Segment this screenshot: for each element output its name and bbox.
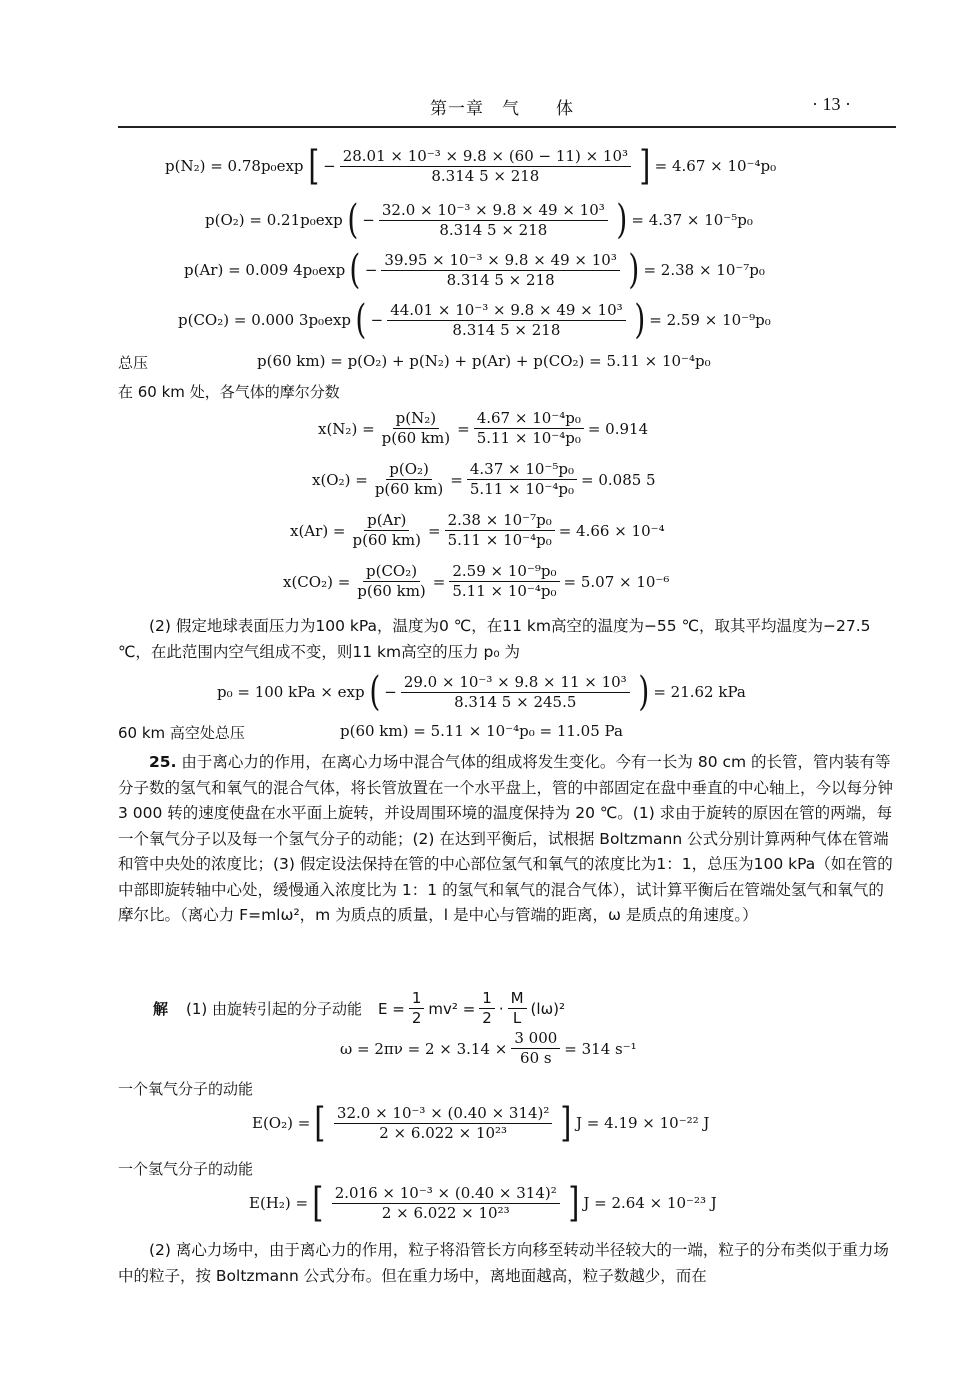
paren-left: ( [349, 247, 361, 293]
fraction-2 [474, 410, 584, 447]
denominator: 2 [482, 1009, 492, 1027]
eq-lhs: E(H₂) = [249, 1194, 309, 1212]
total-pressure-label: 总压 [118, 354, 149, 372]
denominator: p(60 km) [352, 531, 421, 549]
fraction [332, 1185, 560, 1222]
numerator: 32.0 × 10⁻³ × 9.8 × 49 × 10³ [379, 202, 608, 221]
denominator: 8.314 5 × 218 [446, 270, 555, 289]
equals-sign: = [450, 470, 463, 489]
numerator: 1 [479, 990, 495, 1009]
numerator: 39.95 × 10⁻³ × 9.8 × 49 × 10³ [381, 252, 619, 271]
fraction-1 [354, 563, 428, 600]
eq-rhs: = 4.67 × 10⁻⁴p₀ [654, 157, 777, 175]
omega-rhs: = 314 s⁻¹ [564, 1039, 637, 1058]
part2-paragraph: (2) 假定地球表面压力为100 kPa，温度为0 ℃，在11 km高空的温度为−55 ℃，取其平均温度为−27.5 ℃，在此范围内空气组成不变，则11 km高空的压力 p₀ 为 [118, 617, 871, 661]
page-number: · 13 · [812, 94, 851, 114]
minus-sign: − [384, 683, 397, 701]
fraction [401, 674, 630, 711]
omega-equation [340, 1030, 637, 1067]
denominator: p(60 km) [381, 429, 451, 447]
numerator: 1 [409, 990, 425, 1009]
equation-xN2 [318, 410, 648, 447]
eq-rhs: = 0.914 [587, 419, 649, 438]
omega-lhs: ω = 2πν = 2 × 3.14 × [340, 1039, 508, 1058]
eq-lhs: x(N₂) = [318, 419, 375, 438]
fraction [387, 302, 625, 339]
eq-rhs: = 0.085 5 [581, 470, 656, 489]
numerator: 4.37 × 10⁻⁵p₀ [467, 461, 577, 480]
paren-left: ( [368, 669, 380, 715]
denominator: L [512, 1009, 522, 1027]
bracket-right: ] [639, 143, 651, 189]
fraction-2 [467, 461, 577, 498]
denominator: 8.314 5 × 218 [431, 166, 540, 185]
solution-part1-text: (1) 由旋转引起的分子动能 [186, 1000, 363, 1018]
denominator: 8.314 5 × 218 [452, 320, 561, 339]
equals-sign: = [457, 419, 470, 438]
eq-lhs: x(Ar) = [290, 521, 346, 540]
fraction [381, 252, 619, 289]
numerator: p(CO₂) [363, 563, 420, 582]
equation-pAr [184, 247, 765, 293]
problem-number: 25. [149, 753, 177, 771]
minus-sign: − [362, 211, 375, 229]
fraction [334, 1105, 552, 1142]
numerator: 29.0 × 10⁻³ × 9.8 × 11 × 10³ [401, 674, 630, 693]
paren-left: ( [347, 197, 358, 243]
bracket-right: ] [560, 1100, 572, 1146]
fraction [340, 148, 631, 185]
numerator: p(N₂) [393, 410, 439, 429]
header-rule [118, 126, 896, 128]
solution-energy-line [153, 990, 565, 1027]
eq-lhs: E(O₂) = [252, 1114, 311, 1132]
bracket-left: [ [312, 1180, 324, 1226]
energy-tail: (lω)² [530, 999, 565, 1018]
equation-xCO2 [283, 563, 669, 600]
numerator: 2.38 × 10⁻⁷p₀ [445, 512, 555, 531]
fraction [511, 1030, 560, 1067]
bracket-left: [ [314, 1100, 326, 1146]
equation-pCO2 [178, 297, 771, 343]
paren-left: ( [355, 297, 367, 343]
denominator: 2 × 6.022 × 10²³ [379, 1123, 508, 1142]
energy-mid: mv² = [428, 999, 476, 1018]
paren-right: ) [638, 669, 649, 715]
equation-xO2 [312, 461, 656, 498]
fraction-2 [445, 512, 555, 549]
fraction-M-over-L [508, 990, 527, 1027]
equation-pN2 [165, 143, 777, 189]
solution-label: 解 [153, 1000, 169, 1018]
denominator: p(60 km) [374, 480, 444, 498]
fraction-1 [350, 512, 424, 549]
paren-right: ) [616, 197, 628, 243]
numerator: 44.01 × 10⁻³ × 9.8 × 49 × 10³ [387, 302, 625, 321]
equals-sign: = [428, 521, 441, 540]
denominator: 5.11 × 10⁻⁴p₀ [447, 531, 552, 549]
total-60km-label: 60 km 高空处总压 [118, 724, 245, 742]
denominator: 8.314 5 × 218 [439, 220, 548, 239]
paren-right: ) [633, 297, 645, 343]
total-pressure-equation: p(60 km) = p(O₂) + p(N₂) + p(Ar) + p(CO₂) = 5.11 × 10⁻⁴p₀ [257, 352, 711, 370]
denominator: 5.11 × 10⁻⁴p₀ [476, 429, 581, 447]
bracket-left: [ [307, 143, 319, 189]
eq-rhs: J = 4.19 × 10⁻²² J [576, 1114, 710, 1132]
minus-sign: − [364, 261, 378, 279]
eq-rhs: = 4.66 × 10⁻⁴ [558, 521, 665, 540]
denominator: 8.314 5 × 245.5 [454, 692, 577, 711]
fraction-half [409, 990, 425, 1027]
dot-operator: · [498, 999, 504, 1018]
o2-energy-label: 一个氧气分子的动能 [118, 1080, 254, 1098]
chapter-title: 第一章 气 体 [430, 99, 574, 119]
denominator: p(60 km) [357, 582, 426, 600]
numerator: 2.016 × 10⁻³ × (0.40 × 314)² [332, 1185, 560, 1204]
eq-rhs: = 21.62 kPa [653, 683, 746, 701]
numerator: M [508, 990, 527, 1009]
eq-rhs: J = 2.64 × 10⁻²³ J [583, 1194, 717, 1212]
eq-lhs: p(O₂) = 0.21p₀exp [205, 211, 343, 229]
energy-lhs: E = [378, 999, 405, 1018]
total-60km-equation: p(60 km) = 5.11 × 10⁻⁴p₀ = 11.05 Pa [340, 722, 623, 740]
numerator: 3 000 [511, 1030, 560, 1049]
eq-lhs: p(Ar) = 0.009 4p₀exp [184, 261, 346, 279]
bracket-right: ] [568, 1180, 580, 1226]
fraction [379, 202, 608, 239]
numerator: p(Ar) [364, 512, 409, 531]
denominator: 5.11 × 10⁻⁴p₀ [469, 480, 575, 498]
problem-text: 由于离心力的作用，在离心力场中混合气体的组成将发生变化。今有一长为 80 cm 的长管，管内装有等分子数的氢气和氧气的混合气体，将长管放置在一个水平盘上，管的中部固定在盘中垂直的中心轴上，今以每分钟 3 000 转的速度使盘在水平面上旋转，并设周围环境的温度保持为 20 ℃。(1) 求由于旋转的原因在管的两端，每一个氧气分子以及每一个氢气分子的动能；(2) 在达到平衡后，试根据 Boltzmann 公式分别计算两种气体在管端和管中央处的浓度比；(3) 假定设法保持在管的中心部位氢气和氧气的浓度比为1：1，总压为100 kPa（如在管的中部即旋转轴中心处，缓慢通入浓度比为 1：1 的氢气和氧气的混合气体），试计算平衡后在管端处氢气和氧气的摩尔比。（离心力 F=mlω²，m 为质点的质量，l 是中心与管端的距离，ω 是质点的角速度。） [118, 753, 894, 924]
eq-lhs: p(N₂) = 0.78p₀exp [165, 157, 304, 175]
eq-rhs: = 4.37 × 10⁻⁵p₀ [631, 211, 753, 229]
numerator: 32.0 × 10⁻³ × (0.40 × 314)² [334, 1105, 552, 1124]
fraction-1 [372, 461, 446, 498]
eq-lhs: x(O₂) = [312, 470, 368, 489]
equation-pO2 [205, 197, 753, 243]
denominator: 60 s [520, 1049, 552, 1067]
eq-rhs: = 2.38 × 10⁻⁷p₀ [643, 261, 765, 279]
eq-rhs: = 5.07 × 10⁻⁶ [563, 572, 670, 591]
equation-EH2 [249, 1180, 717, 1226]
eq-lhs: p₀ = 100 kPa × exp [217, 683, 365, 701]
denominator: 5.11 × 10⁻⁴p₀ [452, 582, 557, 600]
fraction-2 [449, 563, 559, 600]
numerator: 2.59 × 10⁻⁹p₀ [449, 563, 559, 582]
minus-sign: − [370, 311, 384, 329]
equation-p0 [217, 669, 746, 715]
equation-EO2 [252, 1100, 710, 1146]
eq-lhs: p(CO₂) = 0.000 3p₀exp [178, 311, 352, 329]
paren-right: ) [628, 247, 640, 293]
problem-25-paragraph [118, 750, 896, 929]
h2-energy-label: 一个氢气分子的动能 [118, 1160, 254, 1178]
eq-lhs: x(CO₂) = [283, 572, 351, 591]
denominator: 2 [411, 1009, 422, 1027]
fraction-1 [379, 410, 453, 447]
minus-sign: − [323, 157, 336, 175]
numerator: 28.01 × 10⁻³ × 9.8 × (60 − 11) × 10³ [340, 148, 631, 167]
equation-xAr [290, 512, 665, 549]
eq-rhs: = 2.59 × 10⁻⁹p₀ [649, 311, 771, 329]
denominator: 2 × 6.022 × 10²³ [381, 1203, 510, 1222]
solution-part2-paragraph: (2) 离心力场中，由于离心力的作用，粒子将沿管长方向移至转动半径较大的一端，粒子的分布类似于重力场中的粒子，按 Boltzmann 公式分布。但在重力场中，离地面越高，粒子数越少，而在 [118, 1241, 889, 1285]
equals-sign: = [432, 572, 446, 591]
numerator: p(O₂) [386, 461, 432, 480]
fraction-half [479, 990, 495, 1027]
numerator: 4.67 × 10⁻⁴p₀ [474, 410, 584, 429]
mole-fraction-intro: 在 60 km 处，各气体的摩尔分数 [118, 383, 340, 401]
